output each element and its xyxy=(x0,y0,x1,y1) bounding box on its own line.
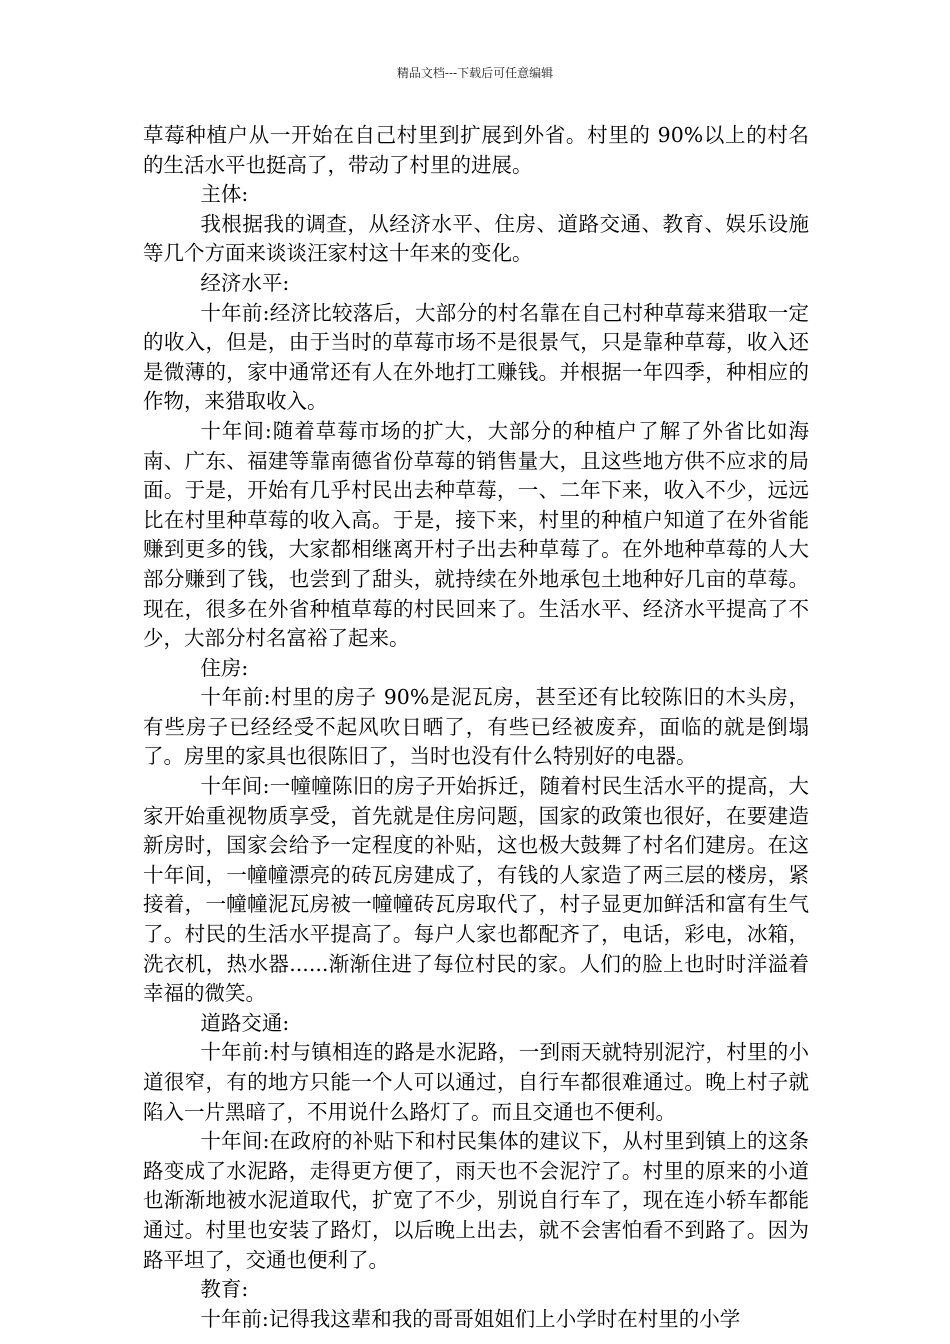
paragraph-transport-before: 十年前:村与镇相连的路是水泥路，一到雨天就特别泥泞，村里的小道很窄，有的地方只能一个人可以通过，自行车都很难通过。晚上村子就陷入一片黑暗了，不用说什么路灯了。而且交通也不便利。 xyxy=(143,1040,809,1124)
paragraph-education-before: 十年前:记得我这辈和我的哥哥姐姐们上小学时在村里的小学 xyxy=(200,1306,741,1331)
section-heading-main-body: 主体: xyxy=(200,182,249,207)
paragraph-overview: 我根据我的调查，从经济水平、住房、道路交通、教育、娱乐设施等几个方面来谈谈汪家村这十年来的变化。 xyxy=(143,211,809,266)
document-body xyxy=(143,121,809,1334)
section-heading-housing: 住房: xyxy=(200,655,249,680)
paragraph-housing-before: 十年前:村里的房子 90%是泥瓦房，甚至还有比较陈旧的木头房，有些房子已经经受不起风吹日晒了，有些已经被废弃，面临的就是倒塌了。房里的家具也很陈旧了，当时也没有什么特别好的电器。 xyxy=(143,685,809,769)
paragraph-intro-continuation: 草莓种植户从一开始在自己村里到扩展到外省。村里的 90%以上的村名的生活水平也挺高了，带动了村里的进展。 xyxy=(143,123,809,177)
section-heading-economy: 经济水平: xyxy=(200,270,290,295)
section-heading-education: 教育: xyxy=(200,1277,249,1302)
paragraph-transport-during: 十年间:在政府的补贴下和村民集体的建议下，从村里到镇上的这条路变成了水泥路，走得更方便了，雨天也不会泥泞了。村里的原来的小道也渐渐地被水泥道取代，扩宽了不少，别说自行车了，现在连小轿车都能通过。村里也安装了路灯，以后晚上出去，就不会害怕看不到路了。因为路平坦了，交通也便利了。 xyxy=(143,1129,809,1272)
section-heading-transport: 道路交通: xyxy=(200,1010,290,1035)
paragraph-economy-before: 十年前:经济比较落后，大部分的村名靠在自己村种草莓来猎取一定的收入，但是，由于当时的草莓市场不是很景气，只是靠种草莓，收入还是微薄的，家中通常还有人在外地打工赚钱。并根据一年四季，种相应的作物，来猎取收入。 xyxy=(143,300,809,414)
paragraph-economy-during: 十年间:随着草莓市场的扩大，大部分的种植户了解了外省比如海南、广东、福建等靠南德省份草莓的销售量大，且这些地方供不应求的局面。于是，开始有几乎村民出去种草莓，一、二年下来，收入不少，远远比在村里种草莓的收入高。于是，接下来，村里的种植户知道了在外省能赚到更多的钱，大家都相继离开村子出去种草莓了。在外地种草莓的人大部分赚到了钱，也尝到了甜头，就持续在外地承包土地种好几亩的草莓。现在，很多在外省种植草莓的村民回来了。生活水平、经济水平提高了不少，大部分村名富裕了起来。 xyxy=(143,418,809,651)
paragraph-housing-during: 十年间:一幢幢陈旧的房子开始拆迁，随着村民生活水平的提高，大家开始重视物质享受，首先就是住房问题，国家的政策也很好，在要建造新房时，国家会给予一定程度的补贴，这也极大鼓舞了村名们建房。在这十年间，一幢幢漂亮的砖瓦房建成了，有钱的人家造了两三层的楼房，紧接着，一幢幢泥瓦房被一幢幢砖瓦房取代了，村子显更加鲜活和富有生气了。村民的生活水平提高了。每户人家也都配齐了，电话，彩电，冰箱，洗衣机，热水器......渐渐住进了每位村民的家。人们的脸上也时时洋溢着幸福的微笑。 xyxy=(143,774,809,1006)
page-header: 精品文档---下载后可任意编辑 xyxy=(396,66,554,80)
